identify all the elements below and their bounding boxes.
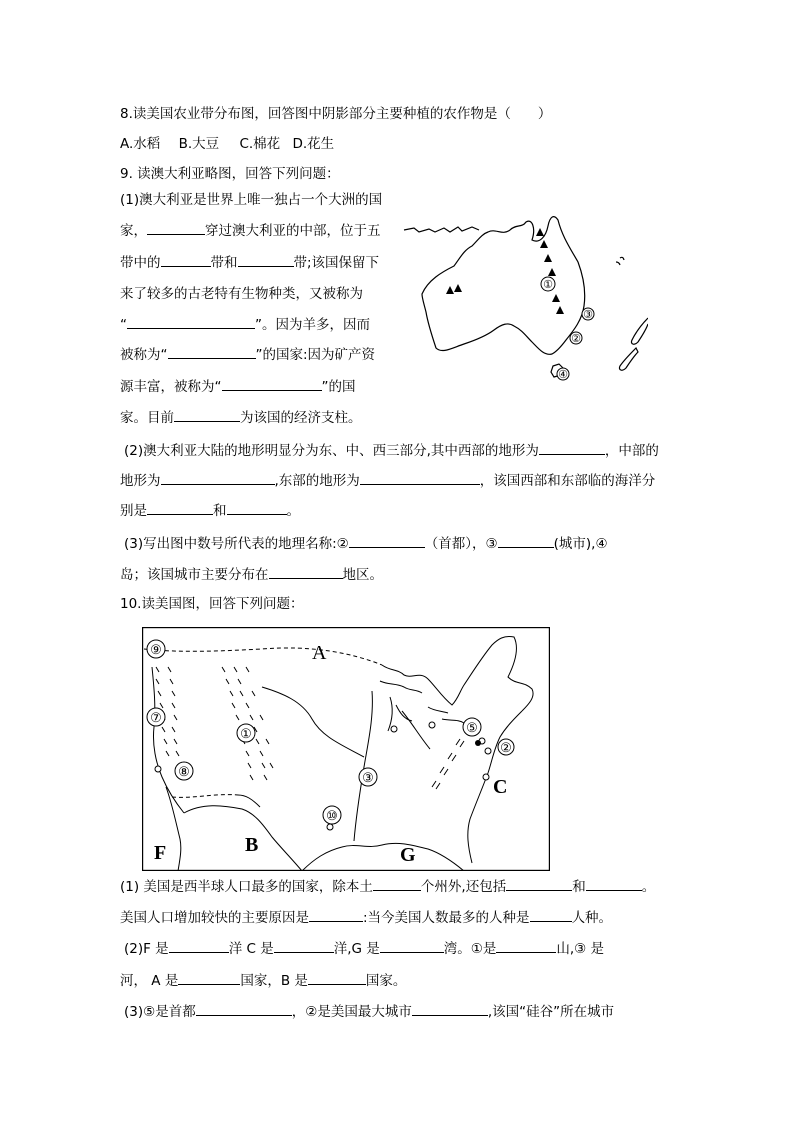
map-label-4: ④ xyxy=(558,369,568,381)
text: ，②是美国最大城市 xyxy=(291,1004,412,1020)
text: 为该国的经济支柱。 xyxy=(240,410,362,426)
text: (3)⑤是首都 xyxy=(124,1004,196,1020)
map-label-3: ③ xyxy=(362,770,374,785)
answer-blank[interactable] xyxy=(308,970,366,985)
option-c[interactable]: C.棉花 xyxy=(239,136,281,152)
answer-blank[interactable] xyxy=(161,252,211,267)
q9-p2-line2 xyxy=(120,470,655,491)
q9-p1-line1: (1)澳大利亚是世界上唯一独占一个大洲的国 xyxy=(120,192,383,208)
map-label-7: ⑦ xyxy=(150,710,162,725)
text: 带;该国保留下 xyxy=(293,255,380,271)
answer-blank[interactable] xyxy=(498,533,554,548)
text: （首都），③ xyxy=(424,536,498,552)
text: 河， A 是 xyxy=(120,973,179,989)
answer-blank[interactable] xyxy=(360,470,480,485)
answer-blank[interactable] xyxy=(506,876,572,891)
answer-blank[interactable] xyxy=(373,876,421,891)
map-label-9: ⑨ xyxy=(150,642,162,657)
text: ，该国西部和东部临的海洋分 xyxy=(479,473,656,489)
q9-p3-line1 xyxy=(124,533,608,554)
answer-blank[interactable] xyxy=(530,907,572,922)
map-label-b: B xyxy=(245,834,259,856)
q9-p3-line2 xyxy=(120,564,383,585)
answer-blank[interactable] xyxy=(168,344,256,359)
answer-blank[interactable] xyxy=(349,533,425,548)
text: (3)写出图中数号所代表的地理名称:② xyxy=(124,536,349,552)
answer-blank[interactable] xyxy=(269,564,343,579)
text: 带中的 xyxy=(120,255,161,271)
text: 个州外,还包括 xyxy=(420,879,507,895)
q9-p1-line8 xyxy=(120,407,362,428)
usa-map xyxy=(142,627,550,871)
answer-blank[interactable] xyxy=(161,470,275,485)
map-label-1: ① xyxy=(240,726,252,741)
map-label-g: G xyxy=(400,844,416,866)
text: 洋,G 是 xyxy=(333,941,380,957)
answer-blank[interactable] xyxy=(539,440,605,455)
q9-p2-line3 xyxy=(120,500,300,521)
text: 源丰富，被称为“ xyxy=(120,379,222,395)
answer-blank[interactable] xyxy=(174,407,240,422)
answer-blank[interactable] xyxy=(238,252,294,267)
australia-map xyxy=(398,206,648,386)
map-label-10: ⑩ xyxy=(326,808,338,823)
q9-p1-line7 xyxy=(120,376,356,397)
map-label-2: ② xyxy=(500,740,512,755)
map-label-1: ① xyxy=(543,279,553,291)
answer-blank[interactable] xyxy=(147,220,205,235)
text: “ xyxy=(120,317,127,333)
option-a[interactable]: A.水稻 xyxy=(120,136,161,152)
text: 地形为 xyxy=(120,473,161,489)
q9-title: 9. 读澳大利亚略图，回答下列问题： xyxy=(120,166,340,182)
q9-p1-line4: 来了较多的古老特有生物种类，又被称为 xyxy=(120,286,363,302)
map-label-a: A xyxy=(312,642,327,664)
option-b[interactable]: B.大豆 xyxy=(178,136,220,152)
q10-p2-line1 xyxy=(124,938,604,959)
text: (城市),④ xyxy=(553,536,608,552)
text: ,该国“硅谷”所在城市 xyxy=(487,1004,615,1020)
text: 被称为“ xyxy=(120,347,168,363)
q10-title: 10.读美国图，回答下列问题： xyxy=(120,596,304,612)
answer-blank[interactable] xyxy=(227,500,287,515)
text: 。 xyxy=(641,879,656,895)
text: 和 xyxy=(213,503,227,519)
text: ”的国家:因为矿产资 xyxy=(255,347,376,363)
q8-options xyxy=(120,134,334,154)
q9-p1-line5 xyxy=(120,314,370,335)
answer-blank[interactable] xyxy=(147,500,213,515)
text: 人种。 xyxy=(571,910,613,926)
text: :当今美国人数最多的人种是 xyxy=(363,910,530,926)
map-label-2: ② xyxy=(571,333,581,345)
text: 洋 C 是 xyxy=(228,941,274,957)
text: ,东部的地形为 xyxy=(274,473,360,489)
answer-blank[interactable] xyxy=(178,970,240,985)
answer-blank[interactable] xyxy=(496,938,556,953)
text: 地区。 xyxy=(342,567,383,583)
q10-p1-line1 xyxy=(120,876,655,897)
text: ，中部的 xyxy=(604,443,659,459)
map-label-8: ⑧ xyxy=(178,764,190,779)
q9-p2-line1 xyxy=(124,440,659,461)
map-label-c: C xyxy=(493,776,508,798)
map-label-5: ⑤ xyxy=(466,720,478,735)
text: 别是 xyxy=(120,503,147,519)
text: 国家。 xyxy=(365,973,407,989)
q8-question: 8.读美国农业带分布图，回答图中阴影部分主要种植的农作物是（ ） xyxy=(120,106,552,122)
answer-blank[interactable] xyxy=(222,376,322,391)
q10-p1-line2 xyxy=(120,907,612,928)
text: 岛；该国城市主要分布在 xyxy=(120,567,269,583)
q10-p2-line2 xyxy=(120,970,406,991)
text: 家， xyxy=(120,223,147,239)
answer-blank[interactable] xyxy=(309,907,363,922)
answer-blank[interactable] xyxy=(274,938,334,953)
text: 美国人口增加较快的主要原因是 xyxy=(120,910,309,926)
text: 山,③ 是 xyxy=(556,941,605,957)
option-d[interactable]: D.花生 xyxy=(292,136,335,152)
answer-blank[interactable] xyxy=(169,938,229,953)
text: 。 xyxy=(286,503,300,519)
q9-p1-line3 xyxy=(120,252,379,273)
map-label-3: ③ xyxy=(583,309,593,321)
text: ”。因为羊多，因而 xyxy=(255,317,370,333)
text: ”的国 xyxy=(321,379,356,395)
answer-blank[interactable] xyxy=(380,938,444,953)
q9-p1-line2 xyxy=(120,220,381,241)
text: 和 xyxy=(572,879,586,895)
text: 穿过澳大利亚的中部，位于五 xyxy=(205,223,381,239)
q9-p1-line6 xyxy=(120,344,375,365)
text: (1) 美国是西半球人口最多的国家，除本土 xyxy=(120,879,373,895)
text: (2)F 是 xyxy=(124,941,169,957)
text: 湾。①是 xyxy=(443,941,497,957)
text: 带和 xyxy=(210,255,238,271)
q10-p3-line1 xyxy=(124,1001,614,1022)
answer-blank[interactable] xyxy=(196,1001,292,1016)
text: 国家，B 是 xyxy=(240,973,308,989)
answer-blank[interactable] xyxy=(127,314,255,329)
answer-blank[interactable] xyxy=(586,876,642,891)
text: 家。目前 xyxy=(120,410,174,426)
map-label-f: F xyxy=(154,842,167,864)
answer-blank[interactable] xyxy=(412,1001,488,1016)
text: (2)澳大利亚大陆的地形明显分为东、中、西三部分,其中西部的地形为 xyxy=(124,443,539,459)
